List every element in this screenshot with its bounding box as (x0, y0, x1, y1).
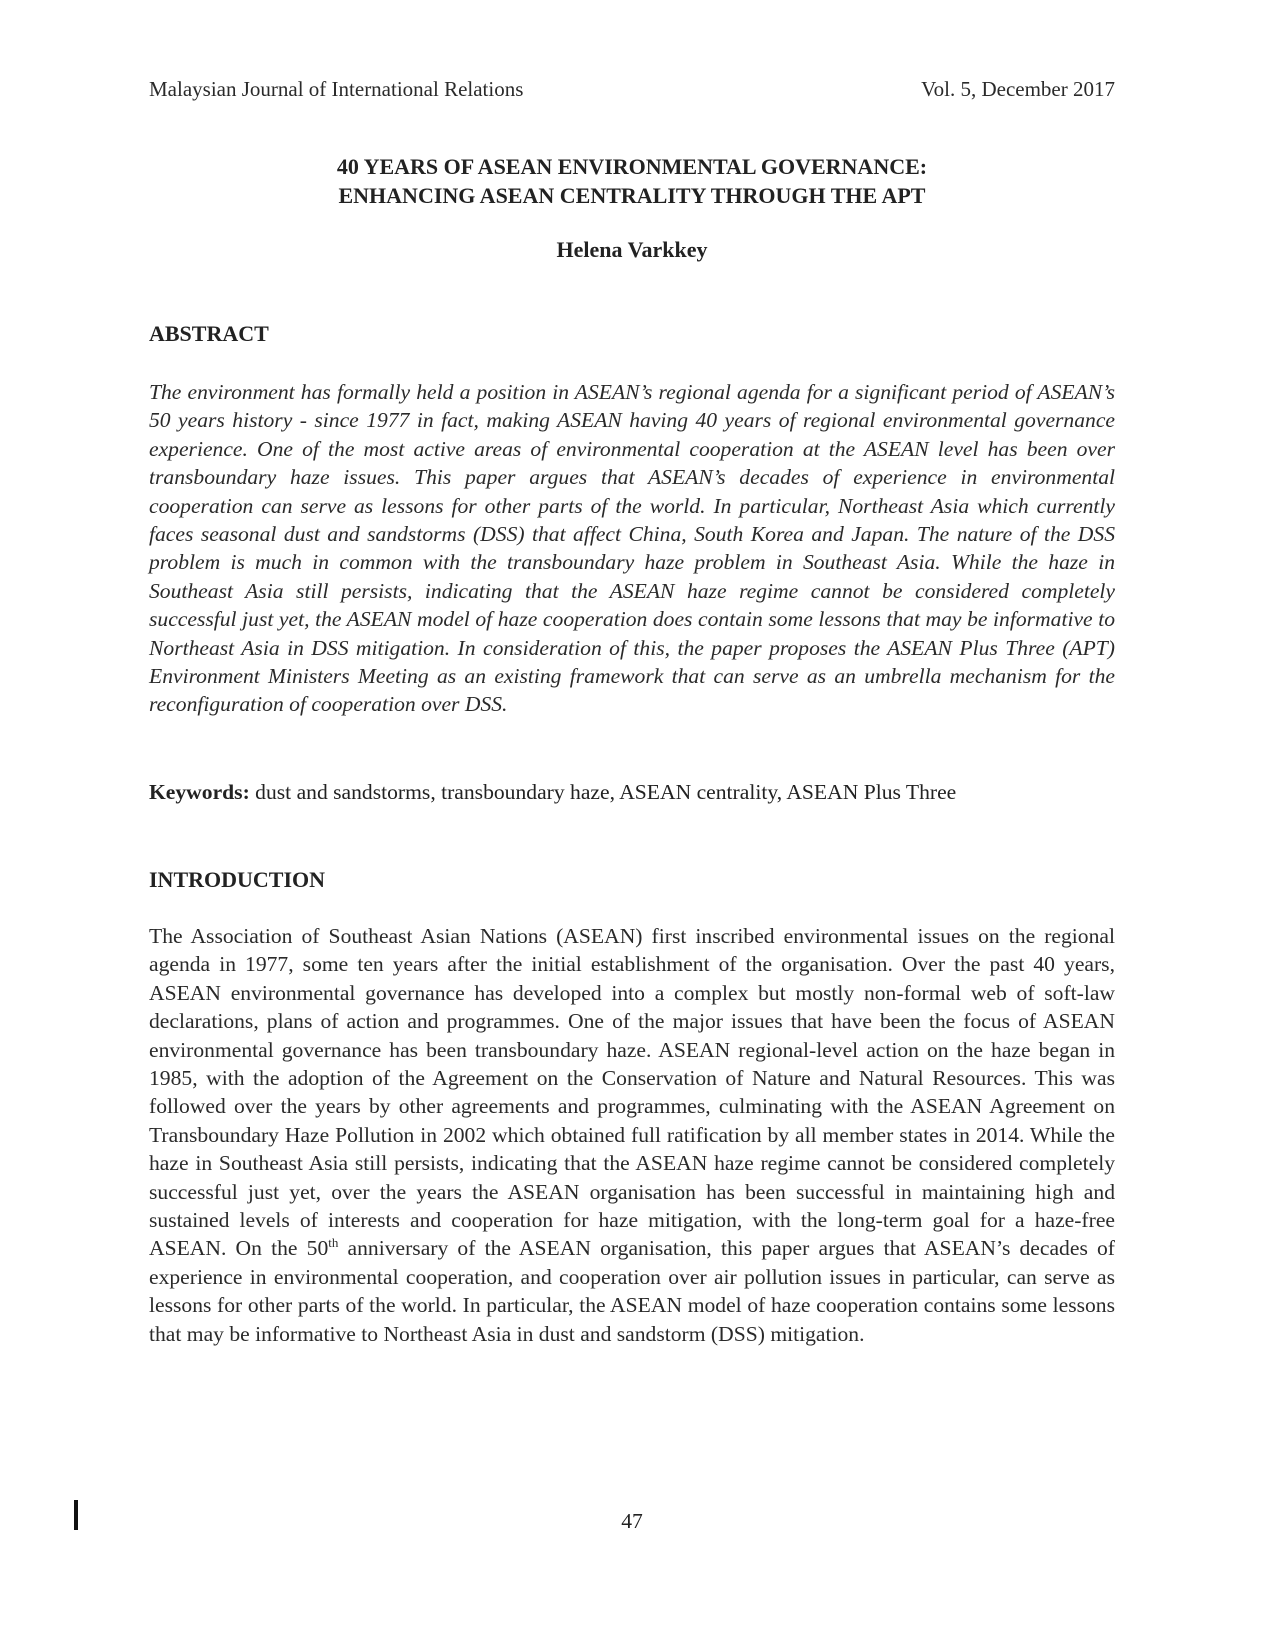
volume-info: Vol. 5, December 2017 (921, 77, 1115, 101)
intro-text-part-2: anniversary of the ASEAN organisation, this paper argues that ASEAN’s decades of experience in environmental cooperation, and cooperation over air pollution issues in particular, can serve as lessons for other parts of the world. In particular, the ASEAN model of haze cooperation contains some lessons that may be informative to Northeast Asia in dust and sandstorm (DSS) mitigation. (149, 1236, 1115, 1346)
abstract-heading: ABSTRACT (149, 321, 269, 346)
ordinal-superscript: th (328, 1235, 339, 1251)
keywords (149, 778, 1115, 806)
title-line-1: 40 YEARS OF ASEAN ENVIRONMENTAL GOVERNANCE: (336, 154, 928, 179)
page-number: 47 (621, 1509, 643, 1533)
journal-name: Malaysian Journal of International Relations (149, 77, 524, 101)
paper-title (149, 152, 1115, 210)
intro-text-part-1: The Association of Southeast Asian Nations (ASEAN) first inscribed environmental issues on the regional agenda in 1977, some ten years after the initial establishment of the organisation. Over the past 40 years, ASEAN environmental governance has developed into a complex but mostly non-formal web of soft-law declarations, plans of action and programmes. One of the major issues that have been the focus of ASEAN environmental governance has been transboundary haze. ASEAN regional-level action on the haze began in 1985, with the adoption of the Agreement on the Conservation of Nature and Natural Resources. This was followed over the years by other agreements and programmes, culminating with the ASEAN Agreement on Transboundary Haze Pollution in 2002 which obtained full ratification by all member states in 2014. While the haze in Southeast Asia still persists, indicating that the ASEAN haze regime cannot be considered completely successful just yet, over the years the ASEAN organisation has been successful in maintaining high and sustained levels of interests and cooperation for haze mitigation, with the long-term goal for a haze-free ASEAN. On the 50 (149, 924, 1115, 1261)
author-name: Helena Varkkey (556, 237, 708, 262)
title-line-2: ENHANCING ASEAN CENTRALITY THROUGH THE APT (338, 183, 926, 208)
introduction-heading: INTRODUCTION (149, 867, 326, 892)
running-header (149, 76, 1115, 102)
keywords-list: dust and sandstorms, transboundary haze, ASEAN centrality, ASEAN Plus Three (255, 780, 957, 804)
margin-mark (74, 1500, 78, 1530)
keywords-label: Keywords: (149, 780, 250, 804)
introduction-body (149, 922, 1115, 1348)
abstract-body: The environment has formally held a position in ASEAN’s regional agenda for a significant period of ASEAN’s 50 years history - since 1977 in fact, making ASEAN having 40 years of regional environmental governance experience. One of the most active areas of environmental cooperation at the ASEAN level has been over transboundary haze issues. This paper argues that ASEAN’s decades of experience in environmental cooperation can serve as lessons for other parts of the world. In particular, Northeast Asia which currently faces seasonal dust and sandstorms (DSS) that affect China, South Korea and Japan. The nature of the DSS problem is much in common with the transboundary haze problem in Southeast Asia. While the haze in Southeast Asia still persists, indicating that the ASEAN haze regime cannot be considered completely successful just yet, the ASEAN model of haze cooperation does contain some lessons that may be informative to Northeast Asia in DSS mitigation. In consideration of this, the paper proposes the ASEAN Plus Three (APT) Environment Ministers Meeting as an existing framework that can serve as an umbrella mechanism for the reconfiguration of cooperation over DSS. (149, 380, 1115, 717)
